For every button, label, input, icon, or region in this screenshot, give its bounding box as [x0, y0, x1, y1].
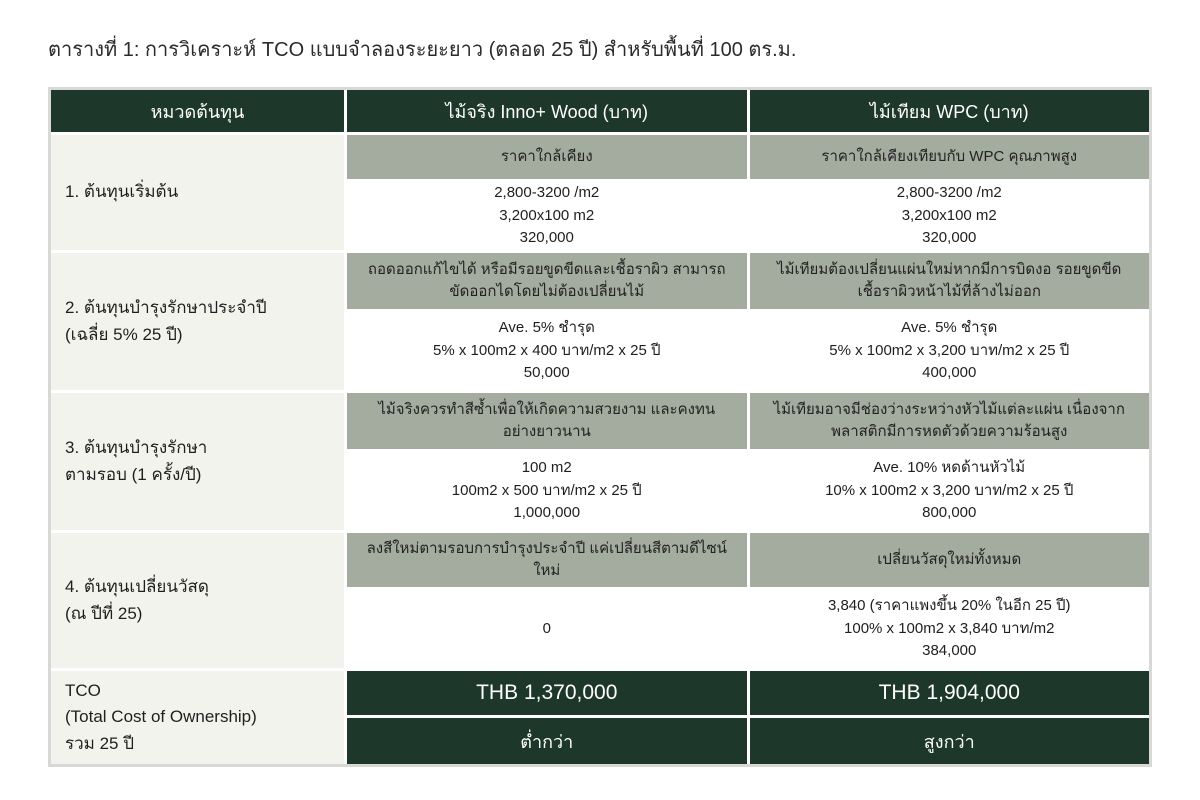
- inno-cells: [347, 533, 747, 668]
- detail-line: Ave. 10% หดด้านหัวไม้: [873, 459, 1026, 477]
- detail-line: 3,200x100 m2: [499, 206, 595, 224]
- tco-category-cell: [51, 671, 344, 764]
- table-row: [51, 135, 1149, 250]
- category-line: 4. ต้นทุนเปลี่ยนวัสดุ: [65, 577, 209, 597]
- header-cost-category: หมวดต้นทุน: [51, 90, 344, 132]
- table-row: [51, 533, 1149, 668]
- inno-cells: [347, 253, 747, 390]
- wpc-note-cell: ราคาใกล้เคียงเทียบกับ WPC คุณภาพสูง: [750, 135, 1150, 179]
- tco-category-line: (Total Cost of Ownership): [65, 707, 257, 727]
- category-line: (ณ ปีที่ 25): [65, 603, 143, 623]
- detail-line: Ave. 5% ชำรุด: [901, 319, 998, 337]
- detail-line: 2,800-3200 /m2: [896, 184, 1002, 202]
- detail-line: 384,000: [922, 642, 977, 660]
- inno-note-cell: ไม้จริงควรทำสีซ้ำเพื่อให้เกิดความสวยงาม และคงทนอย่างยาวนาน: [347, 393, 747, 449]
- inno-tco-total: THB 1,370,000: [347, 671, 747, 715]
- wpc-note-cell: ไม้เทียมอาจมีช่องว่างระหว่างหัวไม้แต่ละแผ่น เนื่องจากพลาสติกมีการหดตัวด้วยความร้อนสูง: [750, 393, 1150, 449]
- wpc-cells: [750, 253, 1150, 390]
- wpc-cells: [750, 393, 1150, 530]
- wpc-detail-cell: [750, 182, 1150, 250]
- inno-detail-cell: [347, 182, 747, 250]
- detail-line: 3,200x100 m2: [901, 206, 997, 224]
- inno-cells: [347, 393, 747, 530]
- wpc-cells: [750, 135, 1150, 250]
- category-line: 1. ต้นทุนเริ่มต้น: [65, 182, 179, 202]
- category-line: 3. ต้นทุนบำรุงรักษา: [65, 438, 208, 458]
- category-cell: [51, 135, 344, 250]
- category-cell: [51, 533, 344, 668]
- detail-line: 800,000: [922, 504, 977, 522]
- table-header-row: [51, 90, 1149, 132]
- inno-note-cell: ลงสีใหม่ตามรอบการบำรุงประจำปี แค่เปลี่ยนสีตามดีไซน์ใหม่: [347, 533, 747, 587]
- detail-line: 400,000: [922, 364, 977, 382]
- wpc-tco-verdict: สูงกว่า: [750, 718, 1150, 764]
- category-cell: [51, 253, 344, 390]
- detail-line: 3,840 (ราคาแพงขึ้น 20% ในอีก 25 ปี): [827, 597, 1071, 615]
- wpc-note-cell: เปลี่ยนวัสดุใหม่ทั้งหมด: [750, 533, 1150, 587]
- category-cell: [51, 393, 344, 530]
- inno-detail-cell: [347, 312, 747, 390]
- table-row: [51, 253, 1149, 390]
- detail-line: 50,000: [523, 364, 570, 382]
- wpc-detail-cell: [750, 312, 1150, 390]
- tco-comparison-table: [48, 87, 1152, 767]
- detail-line: 100% x 100m2 x 3,840 บาท/m2: [844, 619, 1055, 637]
- detail-line: 5% x 100m2 x 400 บาท/m2 x 25 ปี: [433, 341, 661, 359]
- wpc-cells: [750, 533, 1150, 668]
- tco-summary-row: [51, 671, 1149, 764]
- category-line: 2. ต้นทุนบำรุงรักษาประจำปี: [65, 298, 267, 318]
- detail-line: 100m2 x 500 บาท/m2 x 25 ปี: [451, 481, 642, 499]
- table-row: [51, 393, 1149, 530]
- detail-line: 10% x 100m2 x 3,200 บาท/m2 x 25 ปี: [825, 481, 1074, 499]
- table-title: ตารางที่ 1: การวิเคราะห์ TCO แบบจำลองระยะยาว (ตลอด 25 ปี) สำหรับพื้นที่ 100 ตร.ม.: [48, 39, 797, 61]
- category-line: (เฉลี่ย 5% 25 ปี): [65, 324, 183, 344]
- header-wpc: ไม้เทียม WPC (บาท): [750, 90, 1150, 132]
- inno-note-cell: ราคาใกล้เคียง: [347, 135, 747, 179]
- detail-line: 320,000: [922, 229, 977, 247]
- inno-tco-verdict: ต่ำกว่า: [347, 718, 747, 764]
- header-inno-wood: ไม้จริง Inno+ Wood (บาท): [347, 90, 747, 132]
- wpc-tco-total: THB 1,904,000: [750, 671, 1150, 715]
- inno-note-cell: ถอดออกแก้ไขได้ หรือมีรอยขูดขีดและเชื้อราผิว สามารถขัดออกไดโดยไม่ต้องเปลี่ยนไม้: [347, 253, 747, 309]
- inno-cells: [347, 135, 747, 250]
- category-line: ตามรอบ (1 ครั้ง/ปี): [65, 464, 202, 484]
- wpc-detail-cell: [750, 590, 1150, 668]
- inno-detail-cell: [347, 452, 747, 530]
- tco-category-line: รวม 25 ปี: [65, 733, 135, 753]
- wpc-detail-cell: [750, 452, 1150, 530]
- detail-line: 2,800-3200 /m2: [494, 184, 600, 202]
- detail-line: 0: [542, 619, 551, 637]
- inno-tco-cells: [347, 671, 747, 764]
- wpc-tco-cells: [750, 671, 1150, 764]
- detail-line: 100 m2: [521, 459, 572, 477]
- detail-line: Ave. 5% ชำรุด: [498, 319, 595, 337]
- tco-category-line: TCO: [65, 680, 101, 700]
- detail-line: 5% x 100m2 x 3,200 บาท/m2 x 25 ปี: [829, 341, 1070, 359]
- wpc-note-cell: ไม้เทียมต้องเปลี่ยนแผ่นใหม่หากมีการบิดงอ รอยขูดขีด เชื้อราผิวหน้าไม้ที่ล้างไม่ออก: [750, 253, 1150, 309]
- inno-detail-cell: [347, 590, 747, 668]
- detail-line: 320,000: [519, 229, 574, 247]
- detail-line: 1,000,000: [513, 504, 581, 522]
